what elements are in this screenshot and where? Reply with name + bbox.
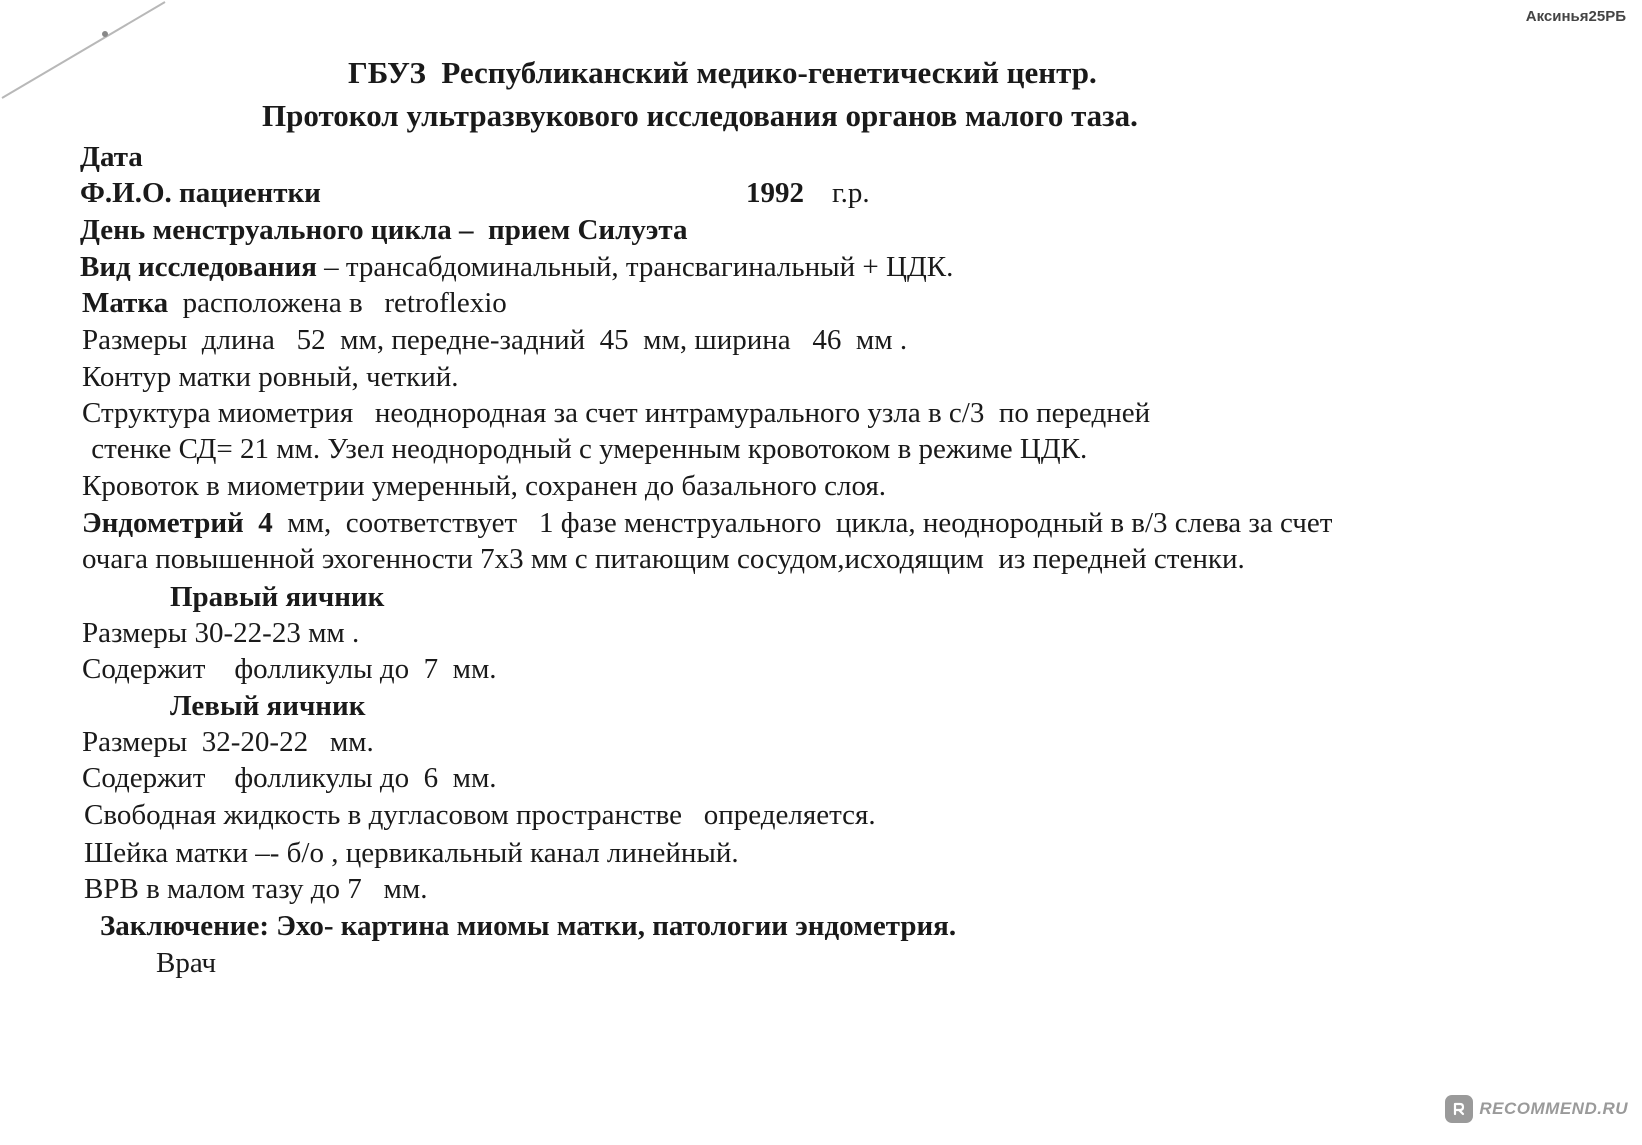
endometrium-line-1 [82, 506, 1332, 540]
birth-year-suffix: г.р. [832, 177, 870, 209]
recommend-logo [1445, 1095, 1628, 1123]
left-ovary-title: Левый яичник [170, 690, 366, 722]
endometrium-line-2: очага повышенной эхогенности 7х3 мм с питающим сосудом,исходящим из передней стенки. [82, 543, 1245, 575]
cycle-day-line: День менструального цикла – прием Силуэта [80, 214, 688, 246]
free-fluid-line: Свободная жидкость в дугласовом пространстве определяется. [84, 799, 876, 831]
uterus-label: Матка [82, 287, 169, 319]
uterus-sizes: Размеры длина 52 мм, передне-задний 45 мм, ширина 46 мм . [82, 324, 908, 356]
endometrium-text-1: мм, соответствует 1 фазе менструального цикла, неоднородный в в/3 слева за счет [272, 507, 1333, 539]
author-watermark: Аксинья25РБ [1525, 8, 1626, 25]
left-ovary-contents: Содержит фолликулы до 6 мм. [82, 762, 497, 794]
study-type-value: – трансабдоминальный, трансвагинальный + ЦДК. [316, 251, 954, 283]
recommend-logo-text: RECOMMEND.RU [1479, 1099, 1628, 1118]
myometrium-structure-1: Структура миометрия неоднородная за счет интрамурального узла в с/3 по передней [82, 397, 1151, 429]
date-label: Дата [80, 141, 143, 173]
patient-name-label: Ф.И.О. пациентки [80, 177, 321, 209]
endometrium-label: Эндометрий 4 [82, 507, 273, 539]
myometrium-structure-2: стенке СД= 21 мм. Узел неоднородный с умеренным кровотоком в режиме ЦДК. [84, 433, 1088, 465]
myometrium-bloodflow: Кровоток в миометрии умеренный, сохранен до базального слоя. [82, 470, 887, 502]
right-ovary-contents: Содержит фолликулы до 7 мм. [82, 653, 497, 685]
uterus-position-line [82, 286, 507, 320]
right-ovary-title: Правый яичник [170, 581, 385, 613]
recommend-logo-icon [1445, 1095, 1473, 1123]
left-ovary-sizes: Размеры 32-20-22 мм. [82, 726, 374, 758]
study-type-line [80, 250, 953, 284]
pelvic-veins-line: ВРВ в малом тазу до 7 мм. [84, 873, 428, 905]
protocol-title: Протокол ультразвукового исследования органов малого таза. [262, 98, 1138, 133]
uterus-position: расположена в retroflexio [168, 287, 507, 319]
study-type-label: Вид исследования [80, 251, 317, 283]
conclusion: Заключение: Эхо- картина миомы матки, патологии эндометрия. [100, 910, 957, 942]
institution-title: ГБУЗ Республиканский медико-генетический центр. [348, 55, 1097, 90]
right-ovary-sizes: Размеры 30-22-23 мм . [82, 617, 360, 649]
birth-year: 1992 [746, 177, 804, 209]
uterus-contour: Контур матки ровный, четкий. [82, 361, 459, 393]
doctor-label: Врач [156, 947, 217, 979]
cervix-line: Шейка матки –- б/о , цервикальный канал линейный. [84, 837, 739, 869]
